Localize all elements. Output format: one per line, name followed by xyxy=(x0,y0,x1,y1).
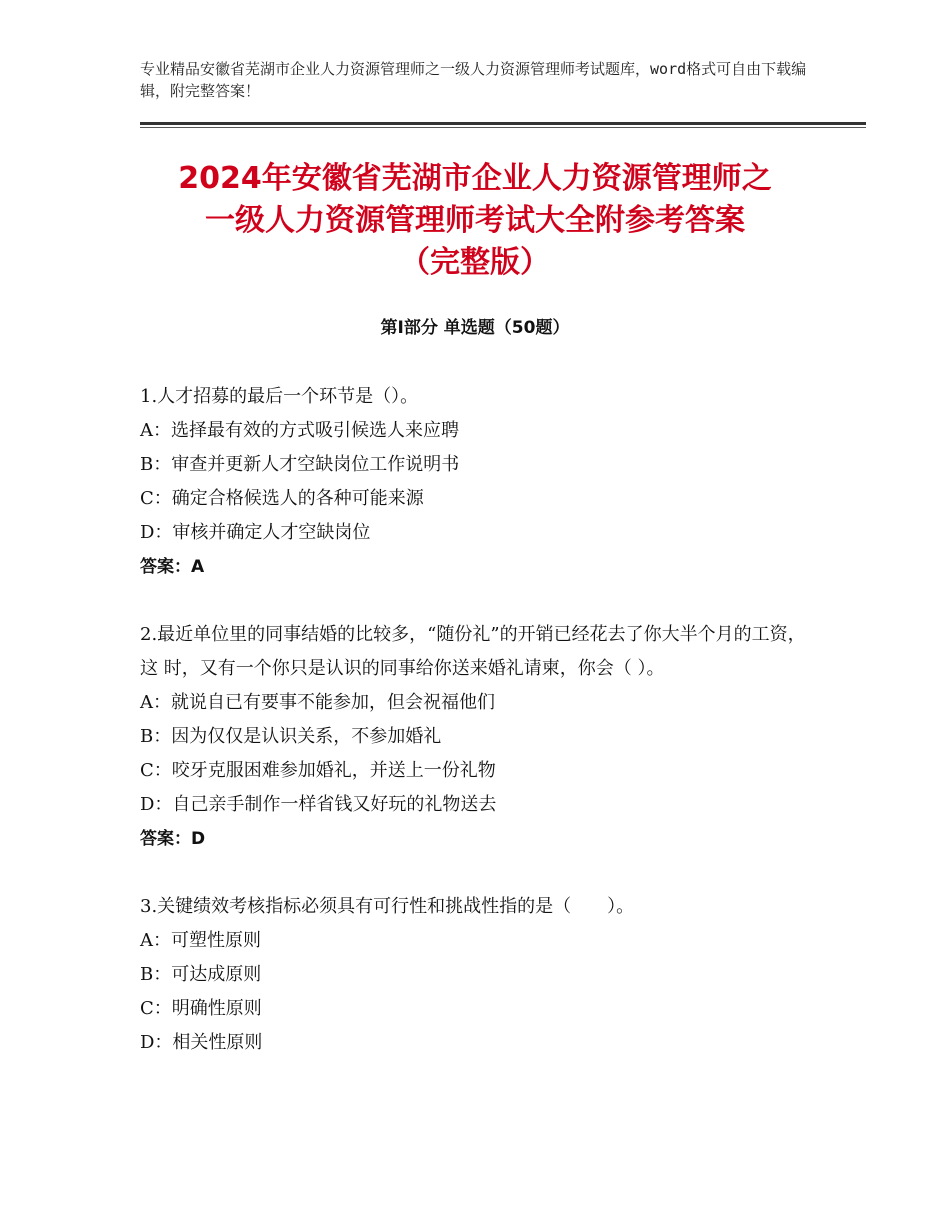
option-a: A：选择最有效的方式吸引候选人来应聘 xyxy=(140,420,459,441)
option-c: C：咬牙克服困难参加婚礼，并送上一份礼物 xyxy=(140,760,496,781)
title-line-2: 一级人力资源管理师考试大全附参考答案 xyxy=(205,203,745,238)
option-d: D：审核并确定人才空缺岗位 xyxy=(140,522,371,543)
header-note: 专业精品安徽省芜湖市企业人力资源管理师之一级人力资源管理师考试题库，word格式可自由下载编辑，附完整答案！ xyxy=(140,60,807,100)
question-text: 3.关键绩效考核指标必须具有可行性和挑战性指的是（ ）。 xyxy=(140,896,635,917)
answer: 答案：D xyxy=(140,829,206,849)
option-b: B：审查并更新人才空缺岗位工作说明书 xyxy=(140,454,460,475)
question-2 xyxy=(140,618,820,856)
option-c: C：明确性原则 xyxy=(140,998,262,1019)
title-line-1: 2024年安徽省芜湖市企业人力资源管理师之 xyxy=(178,161,772,196)
option-c: C：确定合格候选人的各种可能来源 xyxy=(140,488,424,509)
option-b: B：因为仅仅是认识关系，不参加婚礼 xyxy=(140,726,442,747)
header-rule-thin xyxy=(140,127,866,128)
option-b: B：可达成原则 xyxy=(140,964,262,985)
title-line-3: （完整版） xyxy=(400,245,550,280)
option-d: D：相关性原则 xyxy=(140,1032,263,1053)
question-1 xyxy=(140,380,820,584)
option-d: D：自己亲手制作一样省钱又好玩的礼物送去 xyxy=(140,794,497,815)
option-a: A：可塑性原则 xyxy=(140,930,261,951)
option-a: A：就说自已有要事不能参加，但会祝福他们 xyxy=(140,692,495,713)
header-rule-thick xyxy=(140,122,866,125)
question-list xyxy=(140,380,820,1094)
section-heading: 第Ⅰ部分 单选题（50题） xyxy=(380,318,570,338)
question-text: 1.人才招募的最后一个环节是（）。 xyxy=(140,386,419,407)
question-3 xyxy=(140,890,820,1060)
answer: 答案：A xyxy=(140,557,205,577)
question-text: 2.最近单位里的同事结婚的比较多，“随份礼”的开销已经花去了你大半个月的工资，这 时，又有一个你只是认识的同事给你送来婚礼请柬，你会（ ）。 xyxy=(140,624,806,679)
document-title xyxy=(130,158,820,284)
